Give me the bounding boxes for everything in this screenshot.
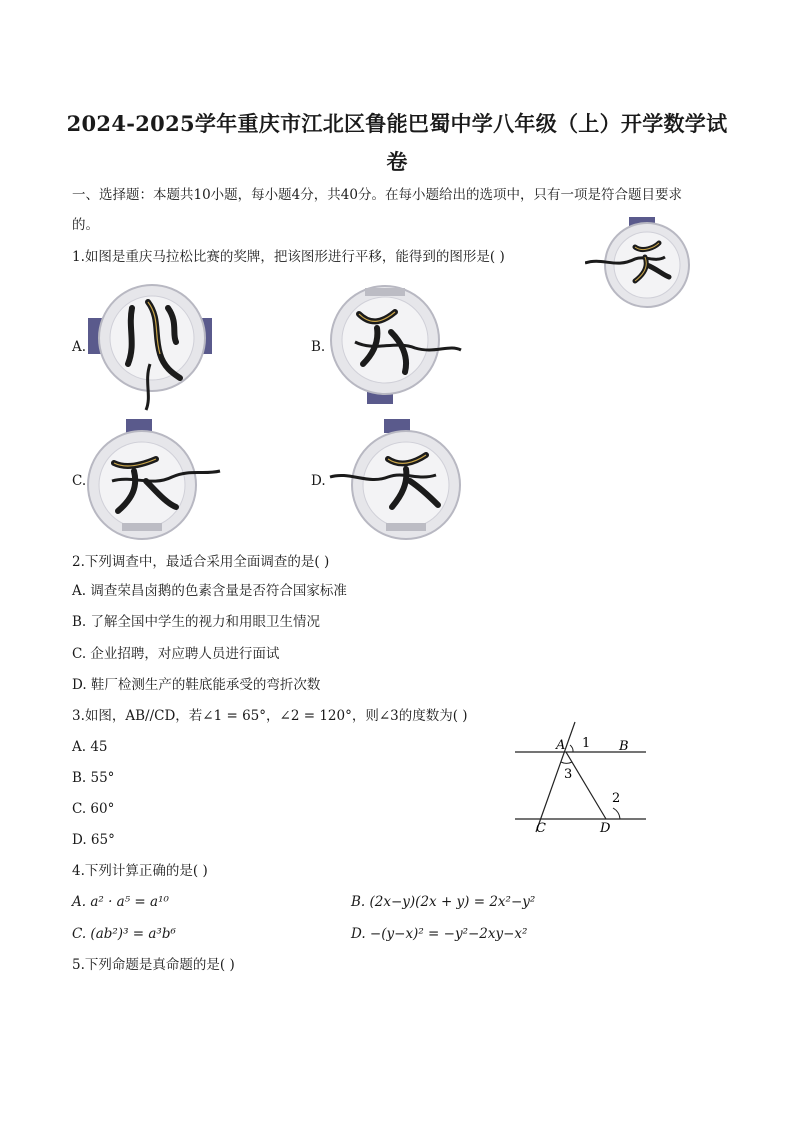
q3-stem: 3.如图，AB//CD，若∠1 = 65°，∠2 = 120°，则∠3的度数为( ): [72, 708, 468, 724]
q3-option-b: B. 55°: [72, 770, 115, 786]
label-angle-2: 2: [612, 791, 621, 806]
q2-stem: 2.下列调查中，最适合采用全面调查的是( ): [72, 554, 330, 570]
label-angle-1: 1: [582, 736, 591, 751]
q1-option-c-medal-image: [86, 419, 224, 543]
q4-option-b: B. (2x−y)(2x + y) = 2x²−y²: [351, 894, 536, 910]
q2-option-a: A. 调查荣昌卤鹅的色素含量是否符合国家标准: [72, 583, 347, 599]
angle-1-arc: [570, 745, 573, 752]
q4-option-a: A. a² · a⁵ = a¹⁰: [72, 894, 169, 910]
label-point-d: D: [600, 821, 611, 836]
q1-option-d-medal-image: [328, 419, 464, 543]
q1-option-d-label: D.: [311, 473, 326, 489]
q1-option-b-label: B.: [311, 339, 326, 355]
q1-option-a-medal-image: [88, 278, 212, 412]
label-point-c: C: [536, 821, 546, 836]
angle-3-arc: [561, 762, 572, 763]
q5-stem: 5.下列命题是真命题的是( ): [72, 957, 235, 973]
q3-option-d: D. 65°: [72, 832, 115, 848]
q3-option-a: A. 45: [72, 739, 108, 755]
label-angle-3: 3: [564, 767, 573, 782]
q1-option-a-label: A.: [72, 339, 87, 355]
q4-stem: 4.下列计算正确的是( ): [72, 863, 208, 879]
label-point-b: B: [619, 739, 629, 754]
q1-option-c-label: C.: [72, 473, 87, 489]
q1-option-b-medal-image: [325, 282, 465, 406]
q4-option-d: D. −(y−x)² = −y²−2xy−x²: [351, 926, 528, 942]
q3-parallel-lines-diagram: [510, 718, 650, 844]
q2-option-d: D. 鞋厂检测生产的鞋底能承受的弯折次数: [72, 677, 321, 693]
q2-option-b: B. 了解全国中学生的视力和用眼卫生情况: [72, 614, 321, 630]
section-heading-line1: 一、选择题：本题共10小题，每小题4分，共40分。在每小题给出的选项中，只有一项是符合题目要求: [72, 187, 682, 203]
q1-reference-medal-image: [585, 217, 695, 309]
paper-title-line1: 2024-2025学年重庆市江北区鲁能巴蜀中学八年级（上）开学数学试: [66, 111, 728, 136]
paper-title-line2: 卷: [386, 149, 408, 174]
section-heading-line2: 的。: [72, 217, 99, 233]
q2-option-c: C. 企业招聘，对应聘人员进行面试: [72, 646, 280, 662]
q3-option-c: C. 60°: [72, 801, 115, 817]
label-point-a: A: [556, 738, 566, 753]
q1-stem: 1.如图是重庆马拉松比赛的奖牌，把该图形进行平移，能得到的图形是( ): [72, 249, 505, 265]
q4-option-c: C. (ab²)³ = a³b⁶: [72, 926, 176, 942]
angle-2-arc: [613, 808, 620, 819]
